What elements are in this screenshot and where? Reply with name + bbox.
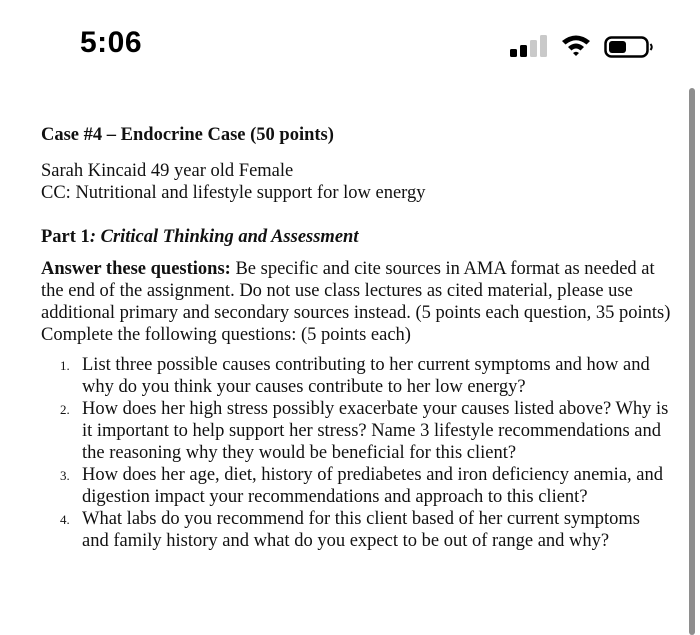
part-heading — [41, 226, 671, 248]
question-text: How does her high stress possibly exacerbate your causes listed above? Why is it important to help support her stress? Name 3 lifestyle recommendations and the reasoning why they would be beneficial for this client? — [82, 399, 669, 463]
chief-complaint-line: CC: Nutritional and lifestyle support for low energy — [41, 183, 426, 203]
wifi-icon — [560, 33, 592, 57]
part-title: : Critical Thinking and Assessment — [89, 227, 359, 247]
list-item — [41, 398, 671, 464]
question-number: 2. — [60, 402, 70, 417]
question-text: How does her age, diet, history of prediabetes and iron deficiency anemia, and digestion impact your recommendations and approach to this client? — [82, 465, 663, 507]
question-number: 3. — [60, 468, 70, 483]
battery-icon — [604, 36, 654, 58]
cellular-signal-icon — [510, 35, 548, 57]
part-label: Part 1 — [41, 227, 90, 247]
scrollbar[interactable] — [689, 88, 695, 635]
instructions-paragraph — [41, 258, 671, 324]
complete-instructions: Complete the following questions: (5 points each) — [41, 325, 411, 345]
answer-heading: Answer these questions: — [41, 259, 231, 279]
question-list — [41, 354, 671, 552]
question-number: 1. — [60, 358, 70, 373]
status-time: 5:06 — [80, 26, 143, 59]
patient-line: Sarah Kincaid 49 year old Female — [41, 161, 294, 181]
list-item — [41, 464, 671, 508]
question-text: List three possible causes contributing to her current symptoms and how and why do you think your causes contribute to her low energy? — [82, 355, 650, 397]
list-item — [41, 508, 671, 552]
case-title: Case #4 – Endocrine Case (50 points) — [41, 125, 334, 145]
answer-text: Be specific and cite sources in AMA format as needed at the end of the assignment. Do not use class lectures as cited material, please use additional primary and secondary sources instead. (5 points each question, 35 points) — [41, 259, 671, 323]
question-number: 4. — [60, 512, 70, 527]
list-item — [41, 354, 671, 398]
document-content — [41, 124, 671, 552]
status-bar — [0, 0, 700, 80]
question-text: What labs do you recommend for this client based of her current symptoms and family history and what do you expect to be out of range and why? — [82, 509, 640, 551]
